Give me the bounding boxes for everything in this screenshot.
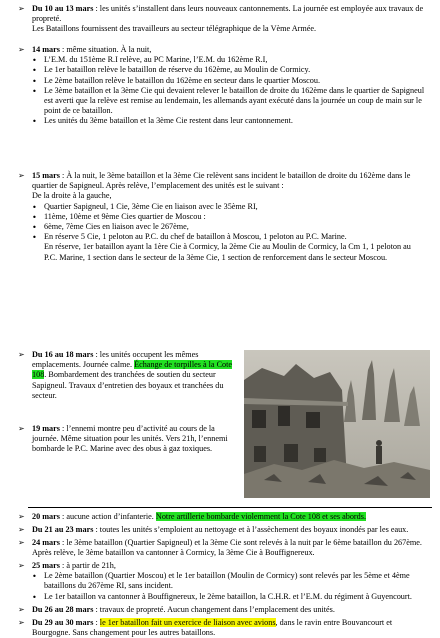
entry-date: 19 mars [32,424,60,433]
entry-lead: : les unités occupent les mêmes emplacements. Journée calme. [32,350,199,370]
entry-text: : l’ennemi montre peu d’activité au cours de la journée. Même situation pour les unités. Vers 21h, l’ennemi bombarde le P.C. Marine avec des obus à gaz toxiques. [32,424,228,454]
list-item: • L’E.M. du 151ème R.I relève, au PC Marine, l’E.M. du 162ème R.I, [32,55,426,65]
entry-subtitle: De la droite à la gauche, [32,191,112,201]
entry-rest: , dans le ravin entre Bouvancourt et Bourgogne. Sans changement pour les autres bataillons. [32,618,393,638]
list-item: • Le 3ème bataillon et la 3ème Cie qui devaient relever le bataillon de droite du 162ème dans le quartier de Sapigneul est averti que la relève est remise au lendemain, les allemands ayant exécuté dans la journée un coup de main sur le point de ce bataillon. [32,86,426,117]
arrow-icon: ➢ [18,45,25,54]
entry-text-2: Les Bataillons fournissent des travailleurs au secteur télégraphique de la Vème Armée. [32,24,317,34]
entry-26-28-mars [18,605,426,615]
list-item: • Le 1er bataillon relève le bataillon de réserve du 162ème, au Moulin de Cormicy. [32,65,426,75]
entry-29-30-mars [18,618,426,638]
list-item: • Quartier Sapigneul, 1 Cie, 3ème Cie en liaison avec le 35ème RI, [32,202,426,212]
arrow-icon: ➢ [18,350,25,359]
entry-rest: . Bombardement des tranchées de soutien du secteur Sapigneul. Travaux d’entretien des boyaux et tranchées du secteur. [32,370,224,400]
entry-21-23-mars [18,525,426,535]
arrow-icon: ➢ [18,561,25,570]
arrow-icon: ➢ [18,171,25,180]
entry-text: : les unités s’installent dans leurs nouveaux cantonnements. La journée est employée aux travaux de propreté. [32,4,424,24]
section-divider [28,507,432,508]
entry-date: 14 mars [32,45,60,54]
entry-19-mars [18,424,236,455]
entry-date: 25 mars [32,561,60,570]
entry-date: Du 16 au 18 mars [32,350,94,359]
arrow-icon: ➢ [18,4,25,13]
list-item: • 6ème, 7ème Cies en liaison avec le 267ème, [32,222,426,232]
entry-lead: : [93,618,100,627]
ruined-building-image [244,350,430,498]
entry-text: : le 3ème bataillon (Quartier Sapigneul) et la 3ème Cie sont relevés à la nuit par le 6ème bataillon du 267ème. Après relève, le 3ème bataillon va cantonner à Cormicy, la 3ème Cie à Bouffignereux. [32,538,422,558]
highlighted-text: le 1er bataillon fait un exercice de liaison avec avions [99,618,276,627]
bullet-list [32,202,426,243]
list-item: • Le 2ème bataillon (Quartier Moscou) et le 1er bataillon (Moulin de Cormicy) sont relevés par les 5ème et 4ème bataillons du 267ème RI, sans incident. [32,571,426,591]
entry-date: 24 mars [32,538,60,547]
entry-date: Du 21 au 23 mars [32,525,94,534]
bullet-list [32,571,426,602]
entry-intro: : À la nuit, le 3ème bataillon et la 3ème Cie relèvent sans incident le bataillon de droite du 162ème dans le quartier de Sapigneul. Après relève, l’emplacement des unités est le suivant : [32,171,411,191]
entry-10-13-mars [18,4,426,35]
entry-tail: En réserve, 1er bataillon ayant la 1ère Cie à Cormicy, la 2ème Cie au Moulin de Cormicy, la Cm 1, 1 peloton au P.C. Marine, 1 section dans le secteur de la 3ème Cie, 1 section de renforcement dans le secteur Moscou. [44,242,411,262]
entry-lead: : aucune action d’infanterie. [59,512,156,521]
entry-date: Du 26 au 28 mars [32,605,94,614]
list-item: • En réserve 5 Cie, 1 peloton au P.C. du chef de bataillon à Moscou, 1 peloton au P.C. Marine. [32,232,426,242]
arrow-icon: ➢ [18,525,25,534]
entry-text: : toutes les unités s’emploient au nettoyage et à l’assèchement des boyaux inondés par les eaux. [93,525,409,534]
entry-date: 15 mars [32,171,60,180]
ruins-photo [244,350,430,498]
entry-15-mars [18,171,426,263]
list-item: • Les unités du 3ème bataillon et la 3ème Cie restent dans leur cantonnement. [32,116,426,126]
bullet-list [32,55,426,126]
entry-date: 20 mars [32,512,60,521]
highlighted-text: Notre artillerie bombarde violemment la Cote 108 et ses abords. [155,512,366,521]
list-item: • Le 1er bataillon va cantonner à Bouffignereux, le 2ème bataillon, la C.H.R. et l’E.M. du régiment à Guyencourt. [32,592,426,602]
arrow-icon: ➢ [18,424,25,433]
entry-20-mars [18,512,426,522]
entry-text: : travaux de propreté. Aucun changement dans l’emplacement des unités. [93,605,335,614]
list-item: • 11ème, 10ème et 9ème Cies quartier de Moscou : [32,212,426,222]
entry-date: Du 10 au 13 mars [32,4,94,13]
entry-25-mars [18,561,426,602]
arrow-icon: ➢ [18,538,25,547]
entry-date: Du 29 au 30 mars [32,618,94,627]
entry-intro: : à partir de 21h, [59,561,116,570]
entry-24-mars [18,538,426,558]
arrow-icon: ➢ [18,512,25,521]
entry-intro: : même situation. À la nuit, [59,45,152,54]
highlighted-text: Échange de torpilles à la Cote 108 [32,360,233,380]
list-item: • Le 2ème bataillon relève le bataillon du 162ème en secteur dans le quartier Moscou. [32,76,426,86]
entry-16-18-mars [18,350,236,401]
arrow-icon: ➢ [18,605,25,614]
entry-14-mars [18,45,426,127]
arrow-icon: ➢ [18,618,25,627]
